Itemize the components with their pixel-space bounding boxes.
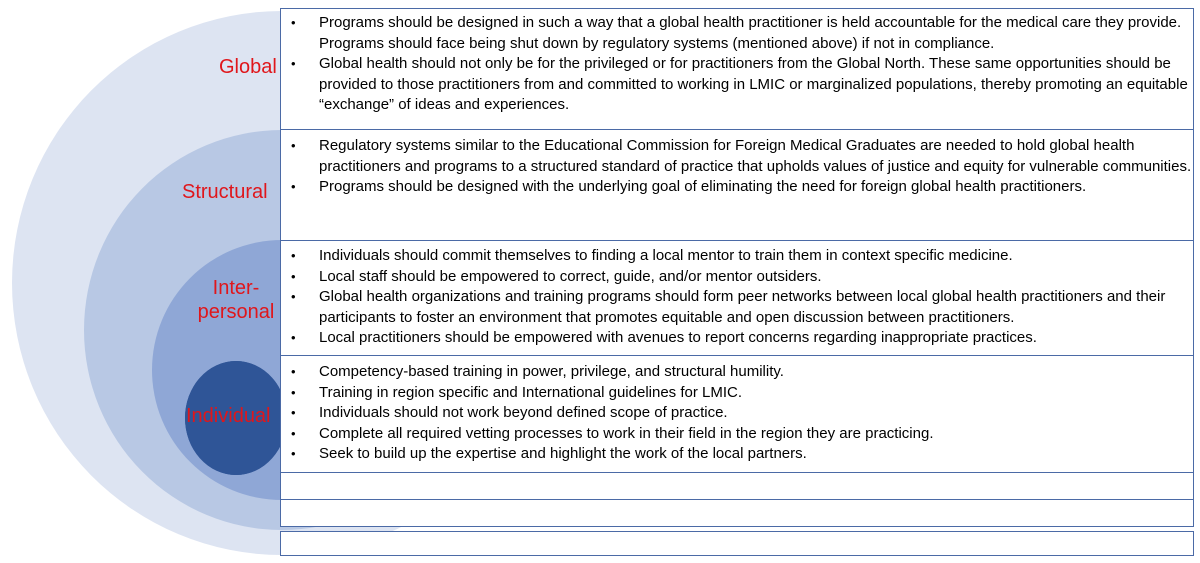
global-recommendations-box (280, 8, 1194, 130)
level-label-text: Individual (186, 405, 271, 427)
empty-row-box (280, 531, 1194, 556)
bullet-list (281, 362, 1193, 465)
bullet-item: • Individuals should not work beyond defined scope of practice. (281, 403, 1193, 424)
bullet-list (281, 136, 1193, 198)
bullet-item: • Global health should not only be for the privileged or for practitioners from the Global North. These same opportunities should be provided to those practitioners from and committed to working in LMIC or marginalized populations, thereby promoting an equitable “exchange” of ideas and experiences. (281, 54, 1193, 116)
bullet-list (281, 246, 1193, 349)
bullet-item: • Training in region specific and International guidelines for LMIC. (281, 383, 1193, 404)
bullet-list (281, 13, 1193, 116)
bullet-item: • Local staff should be empowered to correct, guide, and/or mentor outsiders. (281, 267, 1193, 288)
level-label-global (219, 55, 277, 79)
level-label-text: Structural (182, 181, 268, 203)
bullet-item: • Local practitioners should be empowered with avenues to report concerns regarding inappropriate practices. (281, 328, 1193, 349)
bullet-item: • Seek to build up the expertise and highlight the work of the local partners. (281, 444, 1193, 465)
level-label-text-line1: Inter- (212, 277, 260, 299)
bullet-item: • Global health organizations and training programs should form peer networks between local global health practitioners and their participants to foster an environment that promotes equitable and open discussion between practitioners. (281, 287, 1193, 328)
individual-recommendations-box (280, 355, 1194, 473)
level-label-text: Global (219, 56, 277, 78)
level-label-text-line2: personal (197, 301, 275, 323)
bullet-item: • Programs should be designed with the underlying goal of eliminating the need for foreign global health practitioners. (281, 177, 1193, 198)
bullet-item: • Regulatory systems similar to the Educational Commission for Foreign Medical Graduates are needed to hold global health practitioners and programs to a structured standard of practice that upholds values of justice and equity for vulnerable communities. (281, 136, 1193, 177)
empty-row-box (280, 472, 1194, 500)
bullet-item: • Competency-based training in power, privilege, and structural humility. (281, 362, 1193, 383)
empty-row-box (280, 499, 1194, 527)
interpersonal-recommendations-box (280, 240, 1194, 356)
level-label-interpersonal (187, 276, 285, 324)
bullet-item: • Complete all required vetting processes to work in their field in the region they are practicing. (281, 424, 1193, 445)
level-label-individual (186, 404, 271, 428)
structural-recommendations-box (280, 129, 1194, 241)
bullet-item: • Programs should be designed in such a way that a global health practitioner is held accountable for the medical care they provide. Programs should face being shut down by regulatory systems (mentioned above) if not in compliance. (281, 13, 1193, 54)
level-label-structural (182, 180, 268, 204)
bullet-item: • Individuals should commit themselves to finding a local mentor to train them in context specific medicine. (281, 246, 1193, 267)
